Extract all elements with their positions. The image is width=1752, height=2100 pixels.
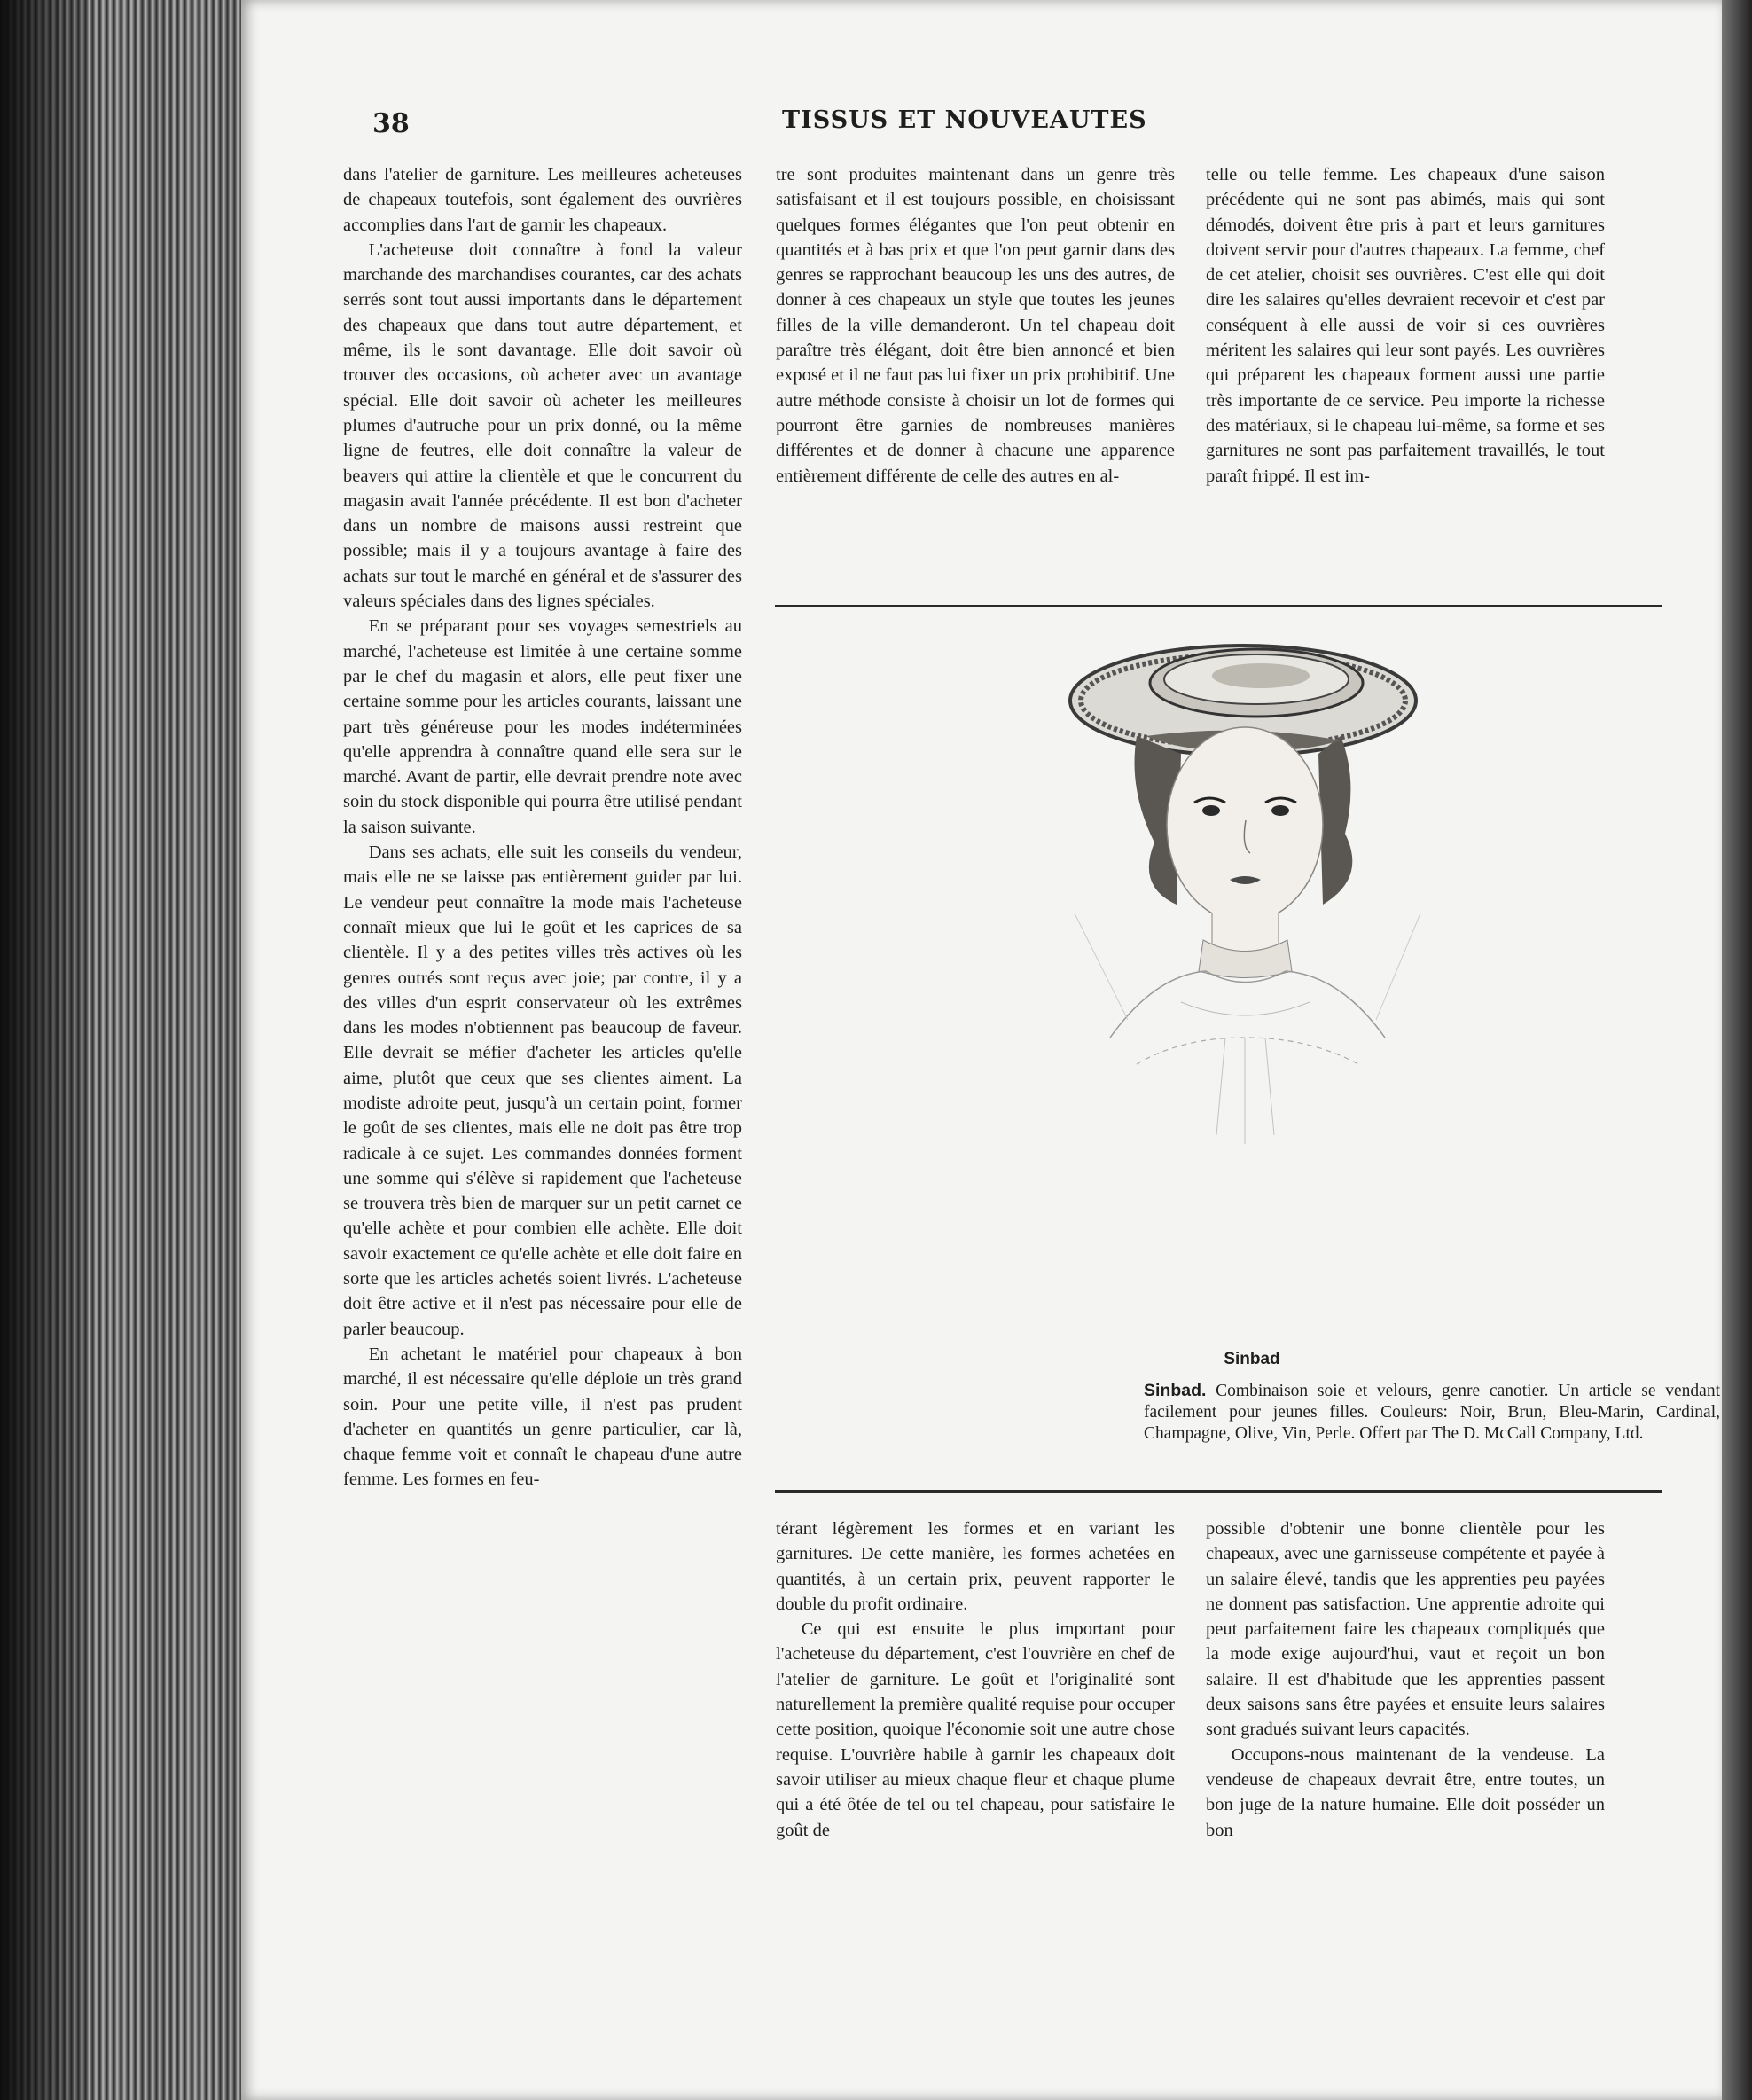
column-left <box>343 162 742 1493</box>
figure-caption <box>1144 1380 1720 1445</box>
bottom-divider <box>775 1490 1662 1493</box>
figure-title: Sinbad <box>1224 1350 1280 1368</box>
column-right-bottom <box>1206 1516 1605 1843</box>
paragraph: L'acheteuse doit connaître à fond la valeur marchande des marchandises courantes, car des achats serrés sont tout aussi importants dans le département des chapeaux que dans tout autre département, et même, ils le sont davantage. Elle doit savoir où trouver des occasions, où acheter avec un avantage spécial. Elle doit savoir où acheter les meilleures plumes d'autruche pour un prix donné, ou la même ligne de feutres, elle doit connaître la valeur de beavers qui attire la clientèle et que le concurrent du magasin avait l'année précédente. Il est bon d'acheter dans un nombre de maisons aussi restreint que possible; mais il y a toujours avantage à faire des achats sur tout le marché en général et de s'assurer des valeurs spéciales dans des lignes spéciales. <box>343 239 742 612</box>
paragraph: possible d'obtenir une bonne clientèle pour les chapeaux, avec une garnisseuse compétente et payée à un salaire élevé, tandis que les apprenties peu payées ne donnent pas satisfaction. Une apprentie adroite qui peut parfaitement faire les chapeaux compliqués que la mode exige aujourd'hui, vaut et reçoit un bon salaire. Il est d'habitude que les apprenties passent deux saisons sans être payées et ensuite leurs salaires sont gradués suivant leurs capacités. <box>1206 1519 1605 1740</box>
paragraph: Occupons-nous maintenant de la vendeuse. La vendeuse de chapeaux devrait être, entre toutes, un bon juge de la nature humaine. Elle doit posséder un bon <box>1206 1744 1605 1840</box>
figure-caption-lead: Sinbad. <box>1144 1381 1207 1400</box>
page-number: 38 <box>372 108 410 139</box>
paragraph: telle ou telle femme. Les chapeaux d'une saison précédente qui ne sont pas abimés, mais qui sont démodés, doivent être pris à part et leurs garnitures doivent servir pour d'autres chapeaux. La femme, chef de cet atelier, choisit ses ouvrières. C'est elle qui doit dire les salaires qu'elles devraient recevoir et c'est par conséquent à elle aussi de voir si ces ouvrières méritent les salaires qui leur sont payés. Les ouvrières qui préparent les chapeaux forment aussi une partie très importante de ce service. Peu importe la richesse des matériaux, si le chapeau lui-même, sa forme et ses garnitures ne sont pas parfaitement travaillés, le tout paraît frippé. Il est im- <box>1206 165 1605 486</box>
top-divider <box>775 605 1662 607</box>
paragraph: Ce qui est ensuite le plus important pour l'acheteuse du département, c'est l'ouvrière en chef de l'atelier de garniture. Le goût et l'originalité sont naturellement la première qualité requise pour occuper cette position, quoique l'économie soit une autre chose requise. L'ouvrière habile à garnir les chapeaux doit savoir utiliser au mieux chaque fleur et chaque plume qui a été ôtée de tel ou tel chapeau, pour satisfaire le goût de <box>776 1619 1175 1840</box>
book-page-edges <box>0 0 257 2100</box>
paragraph: En se préparant pour ses voyages semestriels au marché, l'acheteuse est limitée à une certaine somme par le chef du magasin et alors, elle peut fixer une certaine somme pour les articles courants, laissant une part très généreuse pour les modes indéterminées qu'elle apprendra à connaître quand elle sera sur le marché. Avant de partir, elle devrait prendre note avec soin du stock disponible qui pourra être utilisé pendant la saison suivante. <box>343 616 742 837</box>
column-middle-bottom <box>776 1516 1175 1843</box>
magazine-page <box>241 0 1722 2100</box>
paragraph: Dans ses achats, elle suit les conseils du vendeur, mais elle ne se laisse pas entièrement guider par lui. Le vendeur peut connaître la mode mais l'acheteuse connaît mieux que lui le goût et les caprices de sa clientèle. Il y a des petites villes très actives où les genres outrés sont reçus avec joie; par contre, il y a des villes d'un esprit conservateur où les extrêmes dans les modes n'obtiennent pas beaucoup de faveur. Elle devrait se méfier d'acheter les articles qu'elle aime, plutôt que ceux que ses clientes aiment. La modiste adroite peut, jusqu'à un certain point, former le goût de ses clientes, mais elle ne doit pas être trop radicale à ce sujet. Les commandes données forment une somme qui s'élève si rapidement que l'acheteuse se trouvera très bien de marquer sur un petit carnet ce qu'elle achète et pour combien elle achète. Elle doit savoir exactement ce qu'elle achète et elle doit faire en sorte que les articles achetés soient livrés. L'acheteuse doit être active et il n'est pas nécessaire pour elle de parler beaucoup. <box>343 842 742 1339</box>
paragraph: tre sont produites maintenant dans un genre très satisfaisant et il est toujours possible, en choisissant quelques formes élégantes que l'on peut obtenir en quantités et à bas prix et que l'on peut garnir dans des genres se rapprochant beaucoup les uns des autres, de donner à ces chapeaux un style que toutes les jeunes filles de la ville demanderont. Un tel chapeau doit paraître très élégant, doit être bien annoncé et bien exposé et il ne faut pas lui fixer un prix prohibitif. Une autre méthode consiste à choisir un lot de formes qui pourront être garnies de nombreuses manières différentes et de donner à chacune une apparence entièrement différente de celle des autres en al- <box>776 165 1175 486</box>
paragraph: térant légèrement les formes et en variant les garnitures. De cette manière, les formes achetées en quantités, à un certain prix, peuvent rapporter le double du profit ordinaire. <box>776 1519 1175 1614</box>
figure-caption-text: Combinaison soie et velours, genre canotier. Un article se vendant facilement pour jeunes filles. Couleurs: Noir, Brun, Bleu-Marin, Cardinal, Champagne, Olive, Vin, Perle. Offert par The D. McCall Company, Ltd. <box>1144 1382 1720 1443</box>
paragraph: dans l'atelier de garniture. Les meilleures acheteuses de chapeaux toutefois, sont également des ouvrières accomplies dans l'art de garnir les chapeaux. <box>343 165 742 235</box>
column-middle-top <box>776 162 1175 489</box>
column-right-top <box>1206 162 1605 489</box>
sinbad-hat-illustration <box>1004 621 1482 1171</box>
running-title: TISSUS ET NOUVEAUTES <box>782 106 1147 134</box>
paragraph: En achetant le matériel pour chapeaux à bon marché, il est nécessaire qu'elle déploie un très grand soin. Pour une petite ville, il n'est pas prudent d'acheter en quantités un genre particulier, car là, chaque femme voit et connaît le chapeau d'une autre femme. Les formes en feu- <box>343 1344 742 1490</box>
